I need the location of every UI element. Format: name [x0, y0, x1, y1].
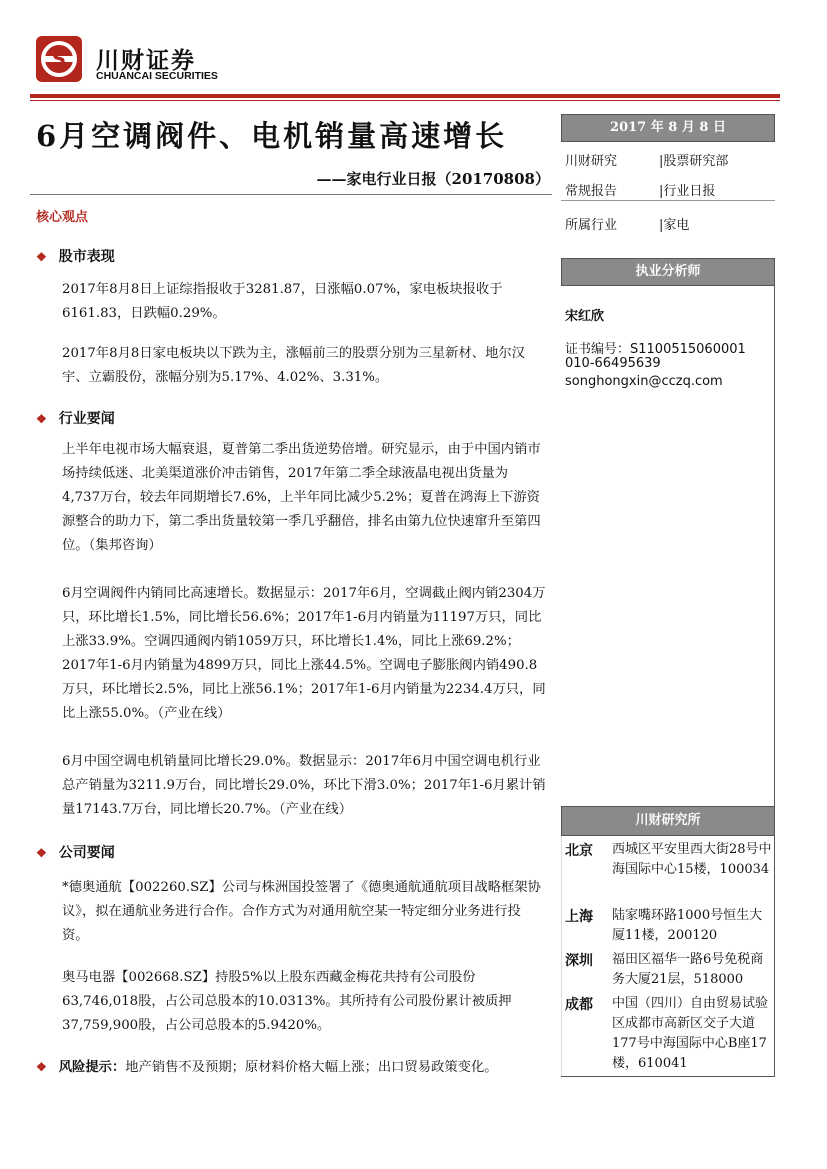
- office-city: 深圳: [565, 953, 593, 969]
- office-address: 中国（四川）自由贸易试验区成都市高新区交子大道177号中海国际中心B座17楼，610041: [612, 996, 769, 1071]
- meta-row-research: 川财研究 |股票研究部: [565, 154, 729, 169]
- header-divider: [30, 94, 780, 98]
- company-paragraph-1: *德奥通航【002260.SZ】公司与株洲国投签署了《德奥通航通航项目战略框架协议》，拟在通航业务进行合作。合作方式为对通用航空某一特定细分业务进行投资。: [62, 880, 541, 943]
- section-heading-company: ❖ 公司要闻: [36, 845, 115, 861]
- office-address: 福田区福华一路6号免税商务大厦21层，518000: [612, 952, 764, 987]
- office-city: 上海: [565, 909, 593, 925]
- diamond-bullet-icon: ❖: [36, 250, 47, 264]
- industry-paragraph-3: 6月中国空调电机销量同比增长29.0%。数据显示：2017年6月中国空调电机行业总产销量为3211.9万台，同比增长29.0%，环比下滑3.0%；2017年1-6月累计销量17143.7万台，同比增长20.7%。（产业在线）: [62, 754, 546, 817]
- institute-heading: 川财研究所: [561, 806, 775, 836]
- diamond-bullet-icon: ❖: [36, 1060, 47, 1074]
- section-heading-market: ❖ 股市表现: [36, 249, 115, 265]
- office-address: 西城区平安里西大街28号中海国际中心15楼，100034: [612, 842, 772, 877]
- diamond-bullet-icon: ❖: [36, 846, 47, 860]
- analyst-name: 宋红欣: [565, 309, 605, 324]
- industry-paragraph-1: 上半年电视市场大幅衰退，夏普第二季出货逆势倍增。研究显示，由于中国内销市场持续低迷、北美渠道涨价冲击销售，2017年第二季全球液晶电视出货量为4,737万台，较去年同期增长7.6%，上半年同比减少5.2%；夏普在鸿海上下游资源整合的助力下，第二季出货量较第一季几乎翻倍，排名由第九位快速窜升至第四位。（集邦咨询）: [62, 442, 541, 553]
- page-title: 6月空调阀件、电机销量高速增长: [36, 119, 508, 153]
- company-paragraph-2: 奥马电器【002668.SZ】持股5%以上股东西藏金梅花共持有公司股份63,746,018股，占公司总股本的10.0313%。其所持有公司股份累计被质押37,759,900股，占公司总股本的5.9420%。: [62, 970, 512, 1033]
- brand-name-cn: 川财证券: [96, 48, 196, 74]
- brand-name-en: CHUANCAI SECURITIES: [96, 70, 218, 82]
- risk-note: ❖ 风险提示：地产销售不及预期；原材料价格大幅上涨；出口贸易政策变化。: [36, 1060, 498, 1075]
- office-city: 北京: [565, 843, 593, 859]
- market-paragraph-2: 2017年8月8日家电板块以下跌为主，涨幅前三的股票分别为三星新材、地尔汉宇、立霸股份，涨幅分别为5.17%、4.02%、3.31%。: [62, 346, 525, 385]
- section-heading-industry: ❖ 行业要闻: [36, 411, 115, 427]
- meta-row-report-type: 常规报告 |行业日报: [565, 184, 716, 199]
- diamond-bullet-icon: ❖: [36, 412, 47, 426]
- report-date: 2017 年 8 月 8 日: [561, 114, 775, 142]
- analyst-phone: 010-66495639: [565, 356, 661, 371]
- market-paragraph: [62, 278, 546, 326]
- page-subtitle: ——家电行业日报（20170808）: [316, 170, 550, 188]
- meta-divider: [561, 200, 775, 201]
- sidebar-bottom-rule: [561, 1076, 775, 1077]
- industry-paragraph-2: 6月空调阀件内销同比高速增长。数据显示：2017年6月，空调截止阀内销2304万只，环比增长1.5%，同比增长56.6%；2017年1-6月内销量为11197万只，同比上涨33.9%。空调四通阀内销1059万只，环比增长1.4%，同比上涨69.2%；2017年1-6月内销量为4899万只，同比上涨44.5%。空调电子膨胀阀内销490.8万只，环比增长2.5%，同比上涨56.1%；2017年1-6月内销量为2234.4万只，同比上涨55.0%。（产业在线）: [62, 586, 546, 721]
- market-paragraph: [62, 342, 546, 390]
- market-paragraph-1: 2017年8月8日上证综指报收于3281.87，日涨幅0.07%，家电板块报收于6161.83，日跌幅0.29%。: [62, 282, 503, 321]
- office-address: 陆家嘴环路1000号恒生大厦11楼，200120: [612, 908, 763, 943]
- core-view-label: 核心观点: [36, 210, 89, 225]
- analyst-heading: 执业分析师: [561, 258, 775, 286]
- analyst-email[interactable]: songhongxin@cczq.com: [565, 374, 723, 389]
- analyst-cert: 证书编号：S1100515060001: [565, 342, 746, 357]
- logo-icon: [36, 36, 82, 82]
- office-city: 成都: [565, 997, 593, 1013]
- header-divider-thin: [30, 100, 780, 101]
- meta-row-industry: 所属行业 |家电: [565, 218, 690, 233]
- svg-text:S: S: [51, 47, 67, 71]
- title-divider: [30, 194, 552, 195]
